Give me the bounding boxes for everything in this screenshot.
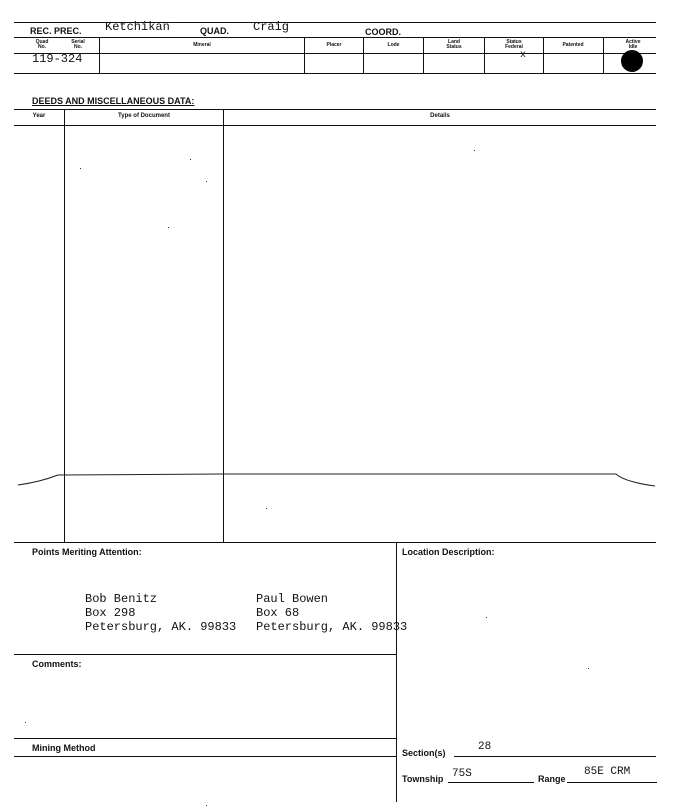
land-status-header: Land Status xyxy=(446,39,462,50)
quad-value: Craig xyxy=(253,20,290,34)
speck xyxy=(486,617,487,618)
range-value: 85E CRM xyxy=(584,766,631,778)
deeds-type-header: Type of Document xyxy=(118,113,170,119)
lode-header: Lode xyxy=(387,42,400,48)
mining-method-label: Mining Method xyxy=(32,743,96,753)
speck xyxy=(588,668,589,669)
location-label: Location Description: xyxy=(402,547,495,557)
contact-2-name: Paul Bowen xyxy=(256,592,329,606)
quad-no-header: Quad No. xyxy=(35,39,49,50)
township-label: Township xyxy=(402,774,444,784)
contact-1-city: Petersburg, AK. 99833 xyxy=(85,620,237,634)
contact-2-city: Petersburg, AK. 99833 xyxy=(256,620,408,634)
township-underline xyxy=(448,782,534,783)
contact-1-box: Box 298 xyxy=(85,606,136,620)
township-value: 75S xyxy=(452,768,472,780)
speck xyxy=(206,805,207,806)
serial-no-header: Serial No. xyxy=(71,39,85,50)
rec-prec-value: Ketchikan xyxy=(105,20,170,34)
section-value: 28 xyxy=(478,741,492,753)
placer-header: Placer xyxy=(326,42,342,48)
active-idle-header: Active Idle xyxy=(625,39,641,50)
section-underline xyxy=(454,756,656,757)
patented-header: Patented xyxy=(562,42,584,48)
federal-status-mark: x xyxy=(520,50,527,61)
record-number: 119-324 xyxy=(32,52,83,66)
status-federal-header: Status Federal xyxy=(505,39,523,50)
section-label: Section(s) xyxy=(402,748,446,758)
comments-label: Comments: xyxy=(32,659,82,669)
contact-1-name: Bob Benitz xyxy=(85,592,158,606)
coord-label: COORD. xyxy=(365,27,401,37)
rec-prec-label: REC. PREC. xyxy=(30,26,82,36)
deeds-title: DEEDS AND MISCELLANEOUS DATA: xyxy=(32,96,195,106)
points-label: Points Meriting Attention: xyxy=(32,547,142,557)
mining-method-top-rule xyxy=(14,738,396,739)
deeds-bottom-rule xyxy=(14,542,656,543)
contact-2-box: Box 68 xyxy=(256,606,300,620)
lower-section-divider xyxy=(396,542,397,802)
contact-1 xyxy=(85,592,236,634)
range-underline xyxy=(567,782,657,783)
mineral-header: Mineral xyxy=(193,42,211,48)
quad-label: QUAD. xyxy=(200,26,229,36)
comments-top-rule xyxy=(14,654,396,655)
range-label: Range xyxy=(538,774,566,784)
deeds-year-header: Year xyxy=(32,113,46,119)
speck xyxy=(25,722,26,723)
deeds-details-header: Details xyxy=(430,113,450,119)
contact-2 xyxy=(256,592,407,634)
mining-method-bottom-rule xyxy=(14,756,396,757)
